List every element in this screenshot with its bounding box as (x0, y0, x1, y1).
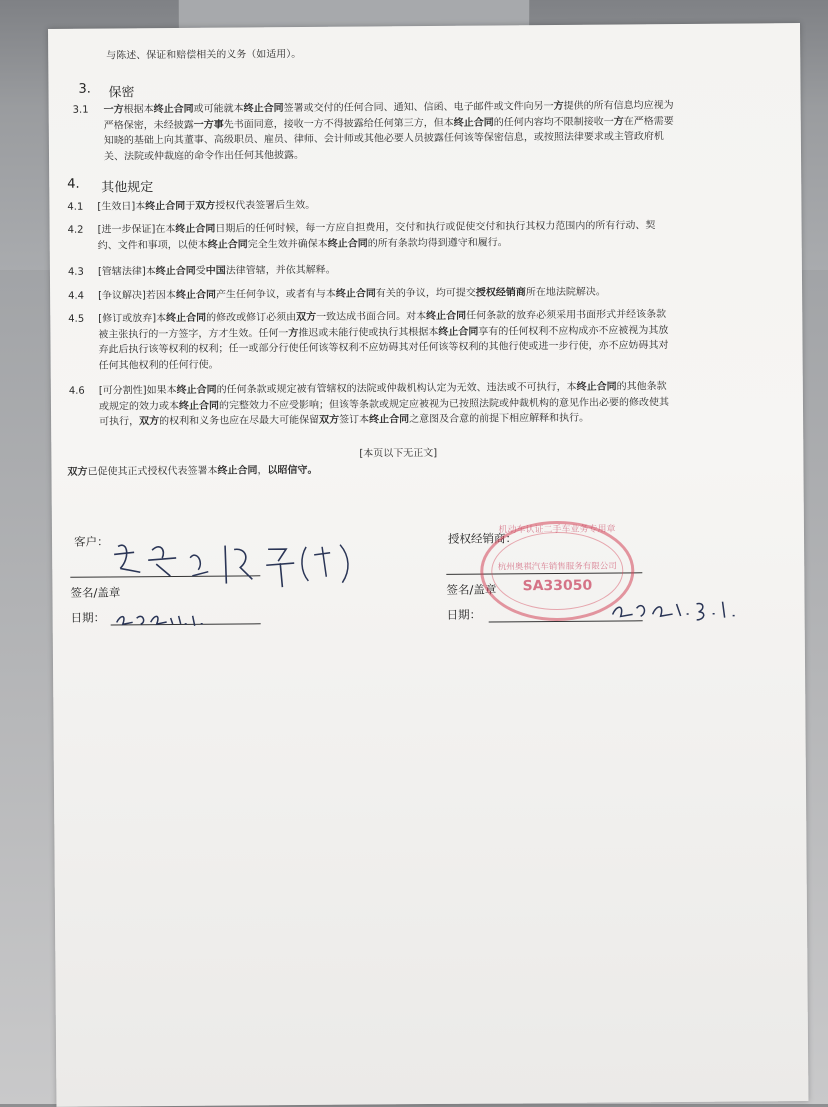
clause-line: 严格保密，未经披露一方事先书面同意，接收一方不得披露给任何第三方，但本终止合同的任何内容均不限制接收一方在严格需要 (103, 115, 674, 132)
clause-4-4-text (98, 285, 606, 304)
stamp-arc-text: 机动车认证二手车业务专用章 (498, 524, 616, 536)
customer-date-handwriting (111, 604, 211, 631)
witness-statement: 双方已促使其正式授权代表签署本终止合同，以昭信守。 (67, 464, 318, 478)
dealer-date-label: 日期： (446, 607, 482, 622)
section4-number: 4. (67, 176, 80, 192)
page-end-note: [本页以下无正文] (359, 447, 438, 460)
customer-label: 客户： (73, 534, 109, 549)
customer-sign-label: 签名/盖章 (70, 585, 121, 600)
clause-line: [生效日]本终止合同于双方授权代表签署后生效。 (97, 199, 316, 213)
clause-line: [进一步保证]在本终止合同日期后的任何时候，每一方应自担费用，交付和执行或促使交付和执行其权力范围内的所有行动、契 (97, 220, 656, 236)
clause-line: 任何其他权利的任何行使。 (98, 359, 219, 372)
clause-line: 一方根据本终止合同或可能就本终止合同签署或交付的任何合同、通知、信函、电子邮件或文件向另一方提供的所有信息均应视为 (103, 100, 674, 116)
clause-4-3-text (98, 263, 336, 280)
stamp-code: SA33050 (522, 577, 593, 595)
section4-title: 其他规定 (101, 180, 154, 196)
dealer-date-handwriting (608, 590, 738, 625)
clause-4-6-number: 4.6 (68, 385, 85, 397)
clause-line: 约、文件和事项，以使本终止合同完全生效并确保本终止合同的所有条款均得到遵守和履行。 (97, 236, 508, 252)
clause-line: 或规定的效力或本终止合同的完整效力不应受影响；但该等条款或规定应被视为已按照法院或仲裁机构的意见作出必要的修改使其 (98, 396, 670, 413)
clause-3-1-number: 3.1 (72, 104, 89, 116)
dealer-sign-label: 签名/盖章 (446, 582, 497, 597)
top-line: 与陈述、保证和赔偿相关的义务（如适用）。 (106, 48, 302, 62)
clause-line: 弃此后执行该等权利的权利；任一或部分行使任何该等权利不应妨碍其对任何该等权利的其他行使或进一步行使，亦不应妨碍其对 (98, 340, 669, 356)
clause-line: 关、法院或仲裁庭的命令作出任何其他披露。 (103, 149, 305, 163)
section3-title: 保密 (108, 85, 135, 101)
dealer-label: 授权经销商： (447, 531, 518, 546)
clause-line: [可分割性]如果本终止合同的任何条款或规定被有管辖权的法院或仲裁机构认定为无效、违法或不可执行，本终止合同的其他条款 (98, 381, 667, 397)
clause-4-1-number: 4.1 (67, 201, 84, 213)
clause-4-5-text (98, 307, 668, 373)
customer-date-label: 日期： (70, 610, 106, 625)
clause-line: 被主张执行的一方签字，方才生效。任何一方推迟或未能行使或执行其根据本终止合同享有的任何权利不应构成亦不应被视为其放 (98, 324, 669, 341)
contract-page (48, 23, 808, 1107)
clause-4-3-number: 4.3 (67, 266, 84, 278)
clause-line: [争议解决]若因本终止合同产生任何争议，或者有与本终止合同有关的争议，均可提交授权经销商所在地法院解决。 (98, 286, 606, 302)
clause-4-1-text (97, 198, 315, 215)
clause-line: [管辖法律]本终止合同受中国法律管辖，并依其解释。 (97, 264, 336, 278)
clause-4-2-text (98, 218, 656, 253)
section3-number: 3. (78, 81, 91, 97)
clause-3-1-text (104, 98, 674, 164)
clause-line: [修订或放弃]本终止合同的修改或修订必须由双方一致达成书面合同。对本终止合同任何条款的放弃必须采用书面形式并经该条款 (98, 309, 667, 325)
clause-4-2-number: 4.2 (67, 224, 84, 236)
stamp-company-name: 杭州奥祺汽车销售服务有限公司 (497, 561, 617, 573)
clause-4-4-number: 4.4 (68, 290, 85, 302)
clause-line: 可执行，双方的权利和义务也应在尽最大可能保留双方签订本终止合同之意图及合意的前提下相应解释和执行。 (99, 412, 590, 428)
clause-4-5-number: 4.5 (68, 313, 85, 325)
customer-signature (100, 527, 361, 599)
clause-4-6-text (99, 379, 669, 430)
clause-line: 知晓的基础上向其董事、高级职员、雇员、律师、会计师或其他必要人员披露任何该等保密信息，或按照法律要求或主管政府机 (103, 131, 664, 147)
